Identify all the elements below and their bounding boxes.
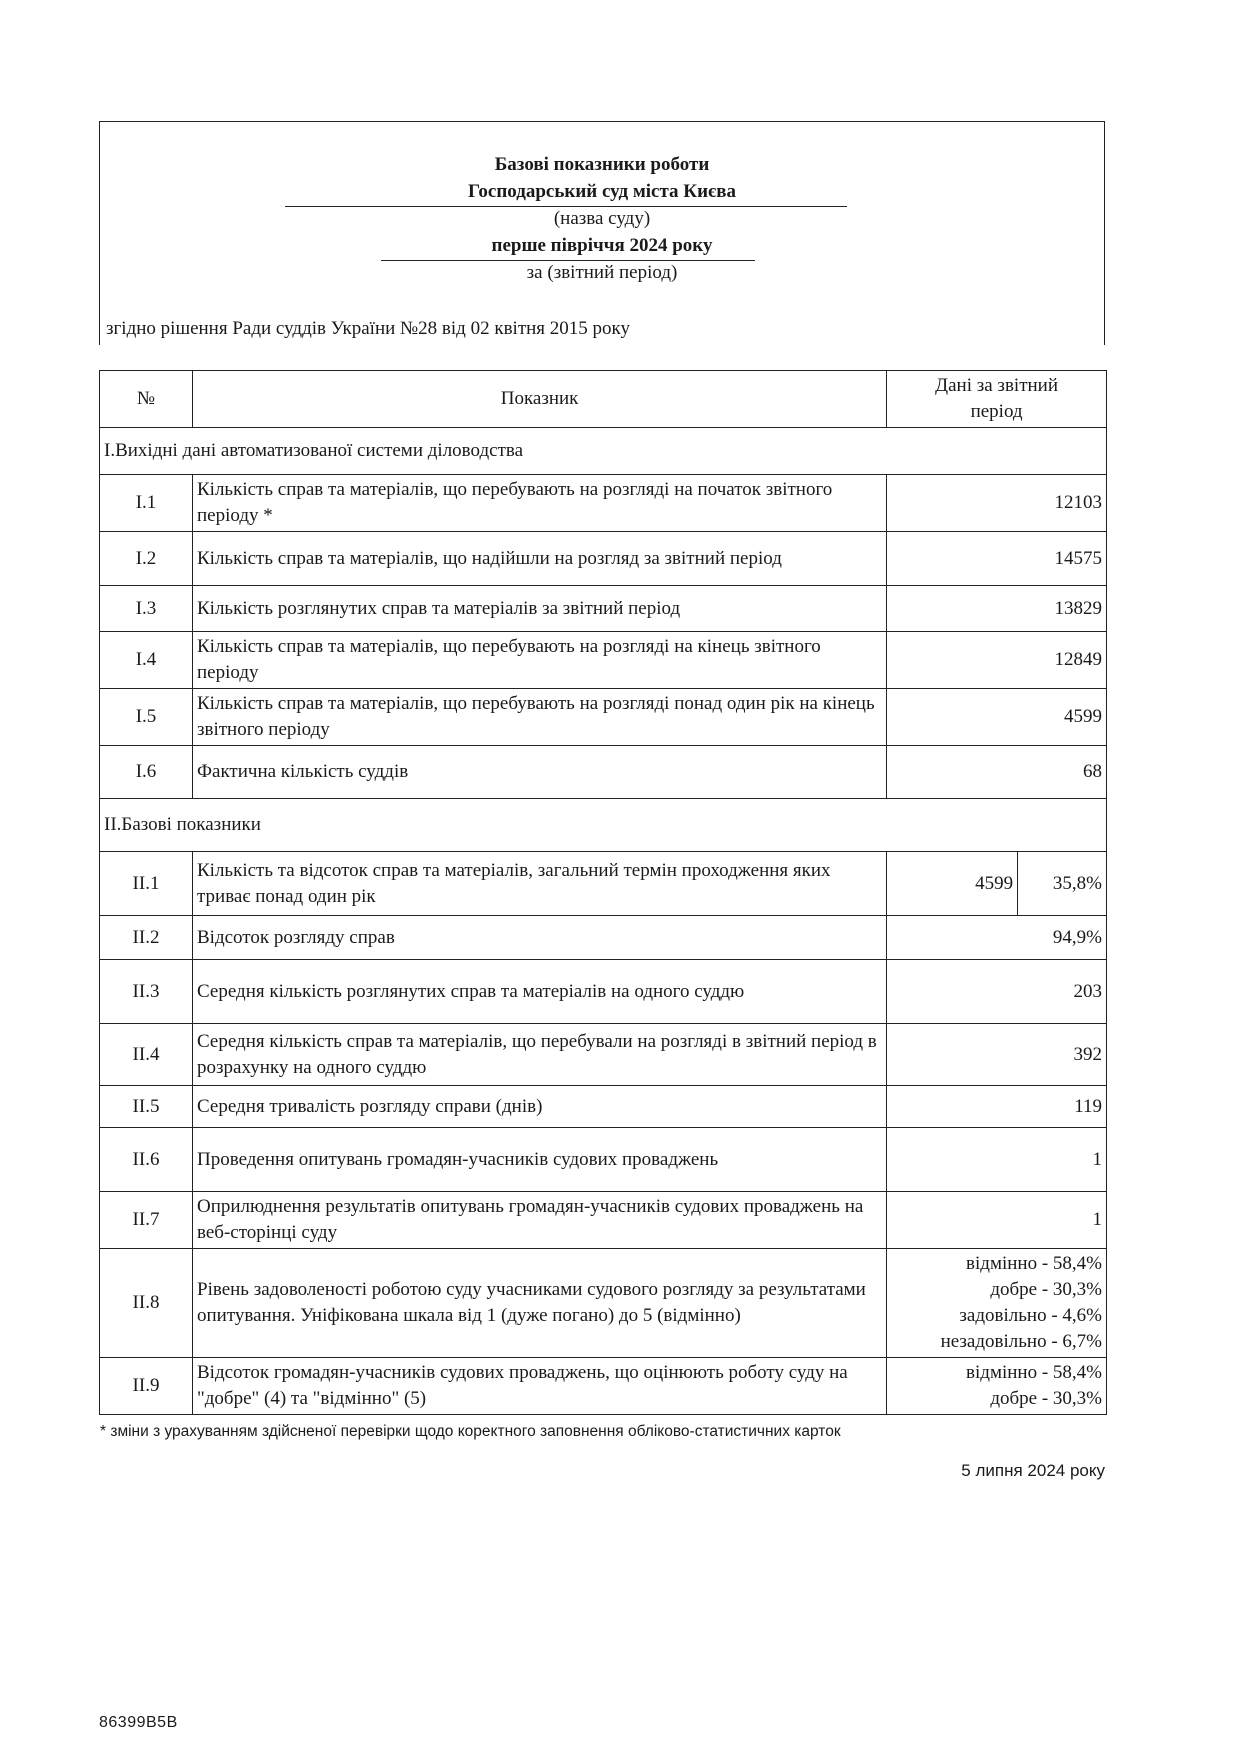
row-no: II.5 bbox=[100, 1086, 193, 1128]
report-period: перше півріччя 2024 року bbox=[491, 235, 713, 256]
indicators-table bbox=[99, 370, 1107, 1415]
row-no: I.3 bbox=[100, 586, 193, 632]
table-row bbox=[100, 1249, 1107, 1358]
row-value: 392 bbox=[887, 1024, 1107, 1086]
table-row bbox=[100, 532, 1107, 586]
section-row-2 bbox=[100, 799, 1107, 852]
row-no: I.4 bbox=[100, 632, 193, 689]
section-title-1: I.Вихідні дані автоматизованої системи діловодства bbox=[100, 428, 1107, 475]
row-no: I.6 bbox=[100, 746, 193, 799]
row-indicator: Відсоток розгляду справ bbox=[193, 916, 887, 960]
row-value: 14575 bbox=[887, 532, 1107, 586]
header-value-line2: період bbox=[970, 401, 1023, 422]
table-row bbox=[100, 632, 1107, 689]
row-indicator: Кількість справ та матеріалів, що перебувають на розгляді на початок звітного періоду * bbox=[193, 475, 887, 532]
row-indicator: Фактична кількість суддів bbox=[193, 746, 887, 799]
row-indicator: Кількість справ та матеріалів, що перебувають на розгляді на кінець звітного періоду bbox=[193, 632, 887, 689]
row-value: 68 bbox=[887, 746, 1107, 799]
court-caption: (назва суду) bbox=[553, 208, 651, 229]
row-value-list bbox=[887, 1358, 1107, 1415]
row-count: 4599 bbox=[887, 852, 1018, 916]
row-value: 94,9% bbox=[887, 916, 1107, 960]
row-indicator: Оприлюднення результатів опитувань громадян-учасників судових проваджень на веб-сторінці суду bbox=[193, 1192, 887, 1249]
rating-good: добре - 30,3% bbox=[990, 1279, 1102, 1300]
row-no: I.5 bbox=[100, 689, 193, 746]
row-indicator: Кількість та відсоток справ та матеріалів, загальний термін проходження яких триває понад один рік bbox=[193, 852, 887, 916]
row-no: II.8 bbox=[100, 1249, 193, 1358]
table-row bbox=[100, 746, 1107, 799]
row-indicator: Рівень задоволеності роботою суду учасниками судового розгляду за результатами опитування. Уніфікована шкала від 1 (дуже погано) до 5 (відмінно) bbox=[193, 1249, 887, 1358]
row-no: II.9 bbox=[100, 1358, 193, 1415]
table-row bbox=[100, 916, 1107, 960]
table-row bbox=[100, 852, 1107, 916]
row-no: II.2 bbox=[100, 916, 193, 960]
report-header-box bbox=[99, 121, 1105, 345]
row-indicator: Середня кількість розглянутих справ та матеріалів на одного суддю bbox=[193, 960, 887, 1024]
row-indicator: Середня кількість справ та матеріалів, що перебували на розгляді в звітний період в розрахунку на одного суддю bbox=[193, 1024, 887, 1086]
footnote: * зміни з урахуванням здійсненої перевірки щодо коректного заповнення обліково-статистичних карток bbox=[100, 1423, 841, 1440]
table-row bbox=[100, 1086, 1107, 1128]
row-no: I.1 bbox=[100, 475, 193, 532]
table-row bbox=[100, 1358, 1107, 1415]
period-caption: за (звітний період) bbox=[526, 262, 678, 283]
rating-unsatisfactory: незадовільно - 6,7% bbox=[940, 1331, 1102, 1352]
table-header-row bbox=[100, 371, 1107, 428]
header-no: № bbox=[100, 371, 193, 428]
row-indicator: Кількість розглянутих справ та матеріалів за звітний період bbox=[193, 586, 887, 632]
row-no: II.4 bbox=[100, 1024, 193, 1086]
row-no: II.3 bbox=[100, 960, 193, 1024]
row-indicator: Середня тривалість розгляду справи (днів) bbox=[193, 1086, 887, 1128]
section-title-2: II.Базові показники bbox=[100, 799, 1107, 852]
row-indicator: Кількість справ та матеріалів, що перебувають на розгляді понад один рік на кінець звітного періоду bbox=[193, 689, 887, 746]
rating-excellent: відмінно - 58,4% bbox=[966, 1362, 1102, 1383]
row-no: II.6 bbox=[100, 1128, 193, 1192]
row-no: I.2 bbox=[100, 532, 193, 586]
row-percent: 35,8% bbox=[1018, 852, 1107, 916]
row-value: 1 bbox=[887, 1128, 1107, 1192]
decision-basis: згідно рішення Ради суддів України №28 від 02 квітня 2015 року bbox=[106, 318, 630, 339]
table-row bbox=[100, 586, 1107, 632]
row-value: 4599 bbox=[887, 689, 1107, 746]
court-name-underline bbox=[285, 206, 847, 207]
row-no: II.1 bbox=[100, 852, 193, 916]
row-value: 119 bbox=[887, 1086, 1107, 1128]
row-indicator: Проведення опитувань громадян-учасників судових проваджень bbox=[193, 1128, 887, 1192]
table-row bbox=[100, 1192, 1107, 1249]
rating-good: добре - 30,3% bbox=[990, 1388, 1102, 1409]
header-value bbox=[887, 371, 1107, 428]
row-indicator: Кількість справ та матеріалів, що надійшли на розгляд за звітний період bbox=[193, 532, 887, 586]
header-indicator: Показник bbox=[193, 371, 887, 428]
rating-satisfactory: задовільно - 4,6% bbox=[959, 1305, 1102, 1326]
row-value: 13829 bbox=[887, 586, 1107, 632]
section-row-1 bbox=[100, 428, 1107, 475]
row-value: 1 bbox=[887, 1192, 1107, 1249]
table-row bbox=[100, 1128, 1107, 1192]
row-no: II.7 bbox=[100, 1192, 193, 1249]
row-value-list bbox=[887, 1249, 1107, 1358]
row-value: 203 bbox=[887, 960, 1107, 1024]
court-name: Господарський суд міста Києва bbox=[467, 181, 736, 202]
table-row bbox=[100, 960, 1107, 1024]
header-value-line1: Дані за звітний bbox=[935, 375, 1058, 396]
period-underline bbox=[381, 260, 755, 261]
table-row bbox=[100, 475, 1107, 532]
report-title: Базові показники роботи bbox=[494, 154, 710, 175]
report-date: 5 липня 2024 року bbox=[961, 1461, 1105, 1480]
row-value: 12103 bbox=[887, 475, 1107, 532]
row-indicator: Відсоток громадян-учасників судових проваджень, що оцінюють роботу суду на "добре" (4) та "відмінно" (5) bbox=[193, 1358, 887, 1415]
table-row bbox=[100, 1024, 1107, 1086]
rating-excellent: відмінно - 58,4% bbox=[966, 1253, 1102, 1274]
row-value: 12849 bbox=[887, 632, 1107, 689]
table-row bbox=[100, 689, 1107, 746]
document-id: 86399B5B bbox=[99, 1714, 178, 1731]
